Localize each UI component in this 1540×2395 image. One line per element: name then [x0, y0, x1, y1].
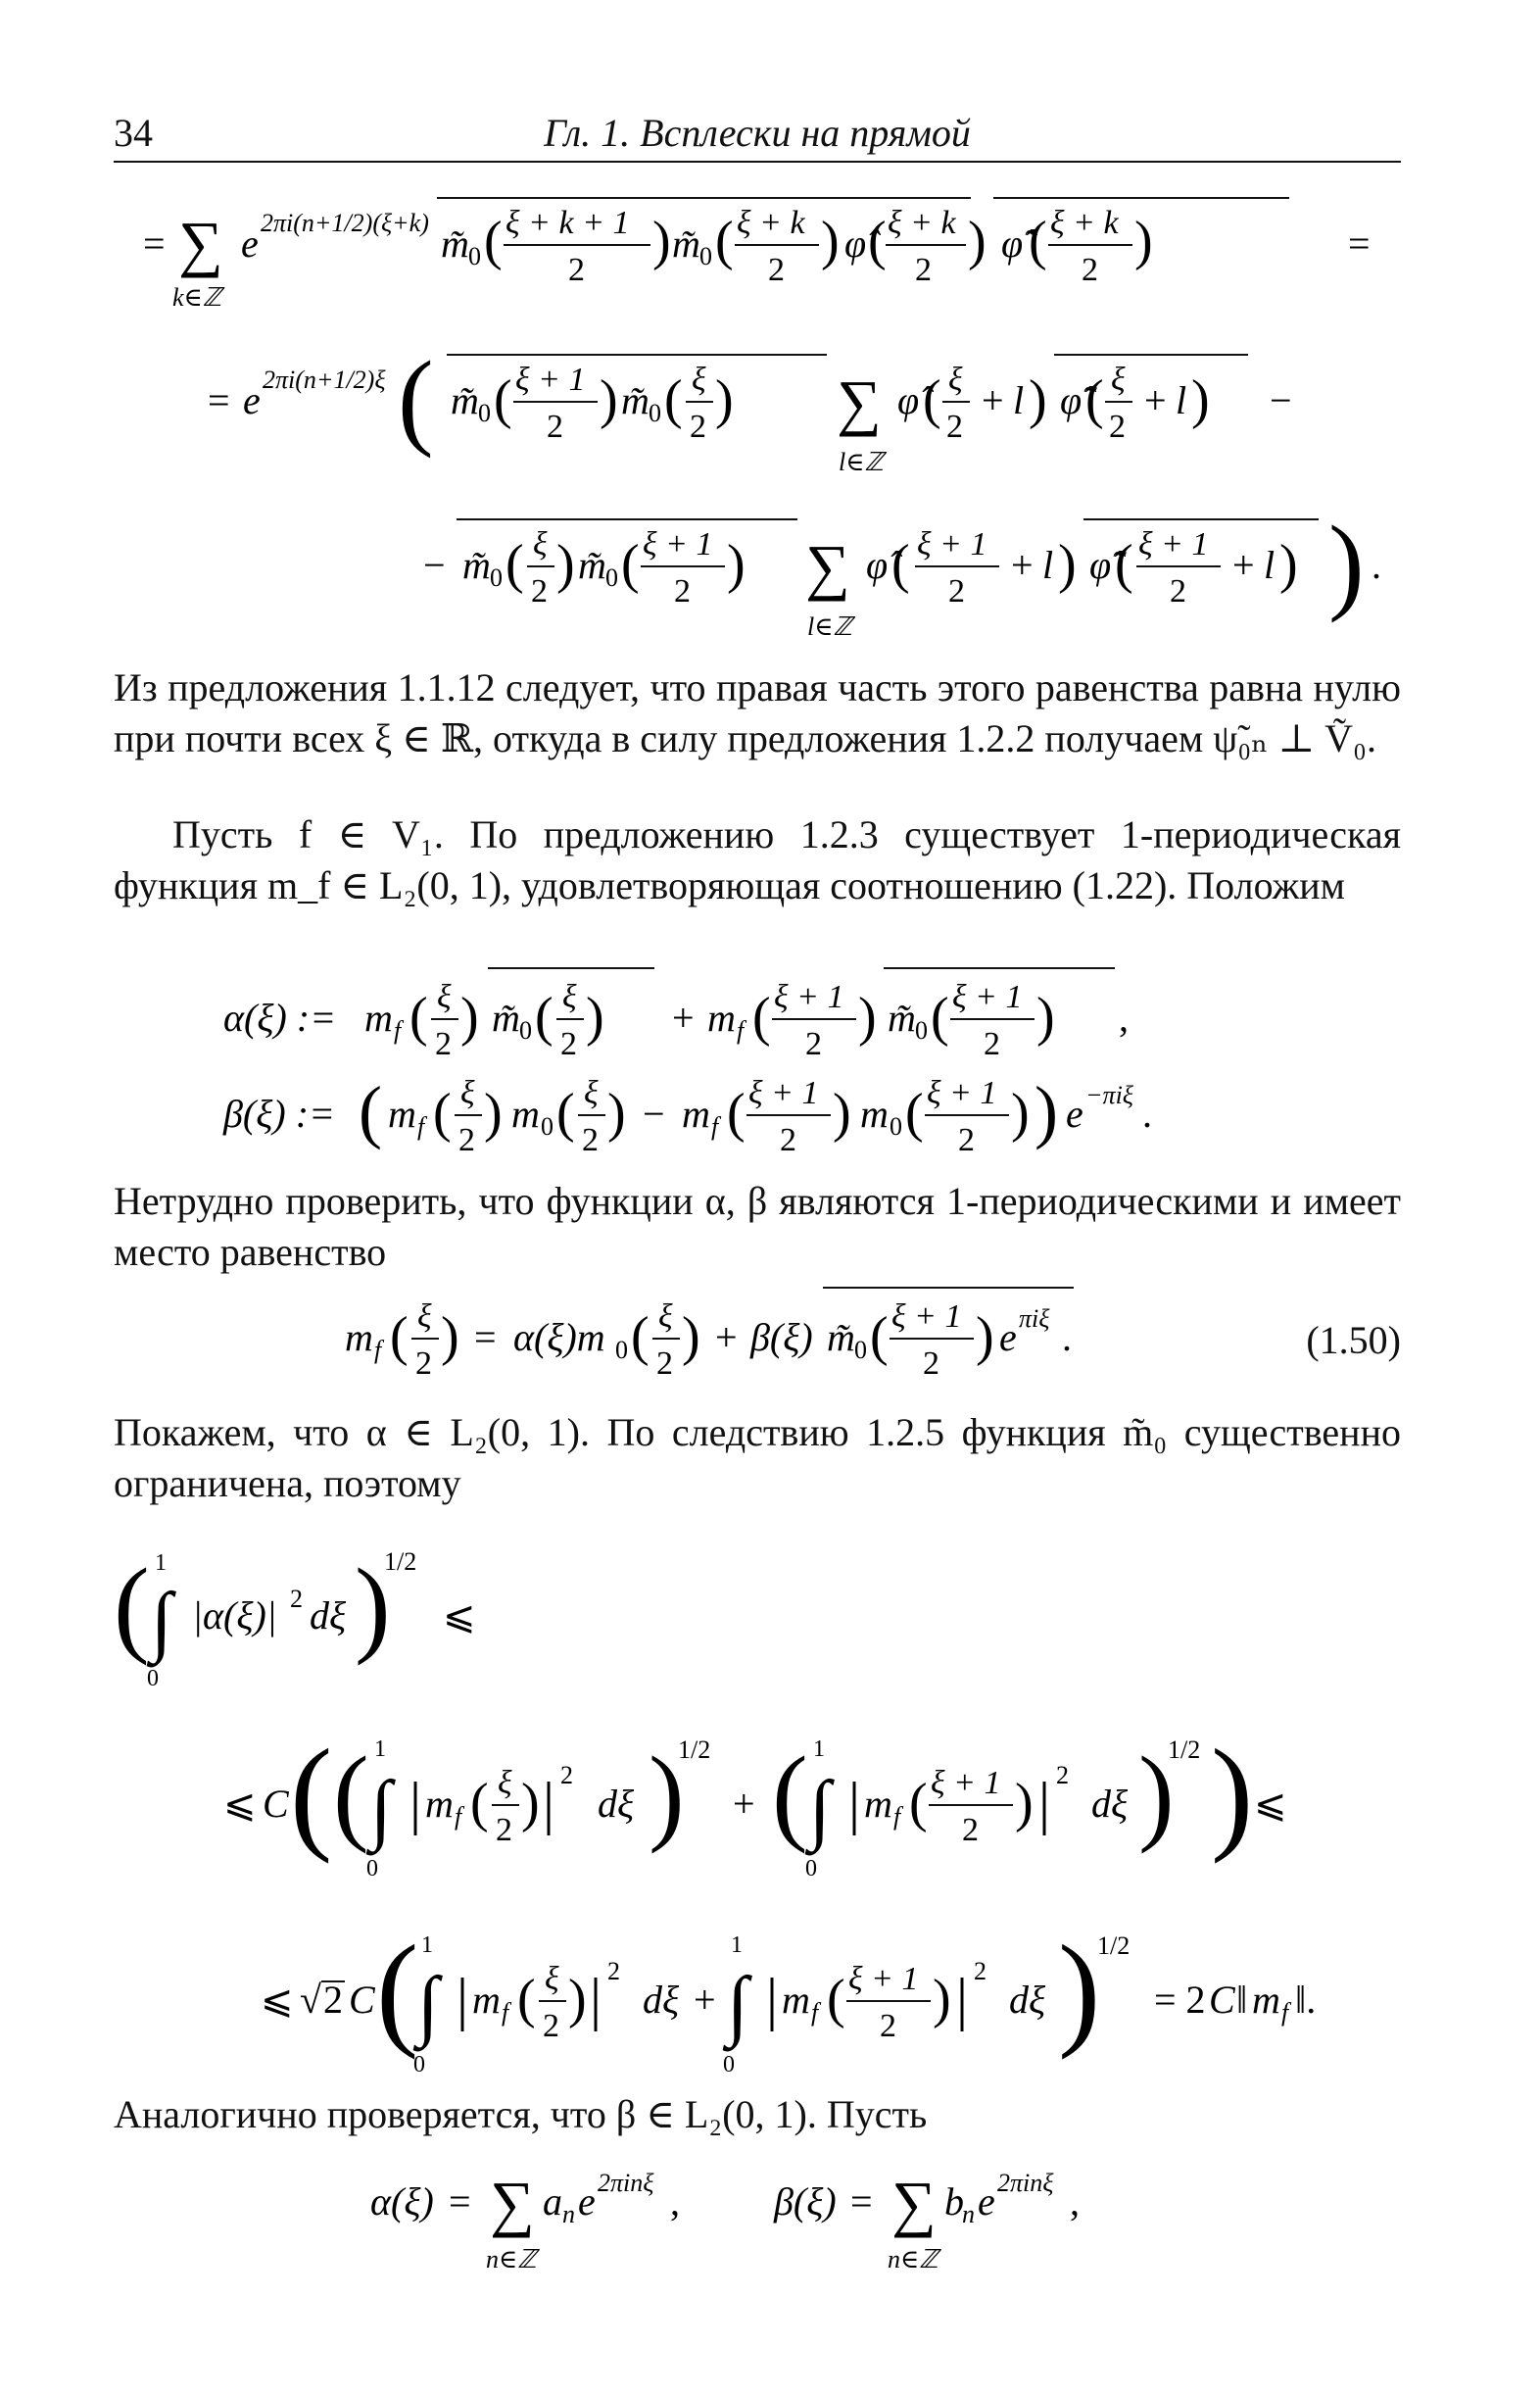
- svg-text:ξ + k + 1: ξ + k + 1: [505, 205, 630, 241]
- svg-text:l: l: [1176, 378, 1187, 422]
- svg-text:2: 2: [323, 1978, 343, 2022]
- svg-text:2: 2: [458, 1122, 475, 1158]
- svg-text:): ): [933, 1969, 951, 2029]
- svg-text:): ): [1191, 369, 1210, 430]
- svg-text:(: (: [333, 1735, 369, 1854]
- svg-text:m̃: m̃: [451, 378, 479, 422]
- svg-text:ξ: ξ: [658, 1298, 673, 1335]
- svg-text:2: 2: [948, 573, 965, 610]
- svg-text:0: 0: [890, 1112, 902, 1141]
- svg-text:φ̂: φ̂: [897, 378, 920, 422]
- svg-text:e: e: [1066, 1092, 1083, 1136]
- svg-text:ξ: ξ: [460, 1075, 475, 1111]
- svg-text:+: +: [733, 1782, 755, 1826]
- svg-text:(: (: [409, 987, 428, 1048]
- svg-text:m: m: [782, 1978, 810, 2022]
- svg-text:2: 2: [582, 1122, 599, 1158]
- svg-text:2: 2: [1082, 252, 1098, 288]
- svg-text:0: 0: [413, 2052, 425, 2077]
- svg-text:0: 0: [490, 563, 503, 592]
- svg-text:α(ξ)m: α(ξ)m: [513, 1315, 605, 1359]
- svg-text:ξ + k: ξ + k: [1050, 205, 1119, 241]
- svg-text:⩽: ⩽: [261, 1978, 294, 2022]
- svg-text:): ): [1279, 534, 1298, 595]
- svg-text:1/2: 1/2: [1097, 1931, 1131, 1960]
- svg-text:f: f: [417, 1112, 425, 1141]
- svg-text:.: .: [1142, 1092, 1152, 1136]
- svg-text:2: 2: [974, 1957, 987, 1985]
- svg-text:1: 1: [731, 1932, 743, 1958]
- svg-text:(: (: [484, 211, 503, 271]
- svg-text:0: 0: [649, 399, 661, 427]
- svg-text:): ): [586, 987, 604, 1048]
- svg-text:2πinξ: 2πinξ: [598, 2169, 654, 2197]
- svg-text:|: |: [590, 1967, 602, 2031]
- svg-text:0: 0: [605, 563, 618, 592]
- svg-text:∑: ∑: [805, 532, 850, 602]
- svg-text:): ): [1036, 987, 1055, 1048]
- svg-text:(: (: [535, 987, 553, 1048]
- svg-text:2: 2: [958, 1122, 975, 1158]
- equation-number: (1.50): [1306, 1318, 1401, 1362]
- svg-text:n∈ℤ: n∈ℤ: [888, 2245, 938, 2273]
- svg-text:e: e: [999, 1315, 1017, 1359]
- svg-text:2: 2: [543, 2008, 559, 2044]
- svg-text:+: +: [672, 996, 695, 1040]
- svg-text:): ): [968, 211, 987, 271]
- svg-text:=: =: [474, 1315, 497, 1359]
- svg-text:∑: ∑: [490, 2169, 535, 2238]
- svg-text:n: n: [562, 2200, 575, 2228]
- svg-text:): ): [1011, 1083, 1030, 1144]
- svg-text:|: |: [956, 1967, 969, 2031]
- svg-text:f: f: [502, 1998, 509, 2027]
- paragraph-2: Пусть f ∈ V₁. По предложению 1.2.3 существует 1-периодическая функция m_f ∈ L₂(0, 1), удовлетворяющая соотношению (1.22). Положим: [114, 812, 1401, 907]
- svg-text:e: e: [243, 378, 261, 422]
- svg-text:∫: ∫: [370, 1766, 392, 1852]
- svg-text:C: C: [263, 1782, 289, 1826]
- svg-text:0: 0: [615, 1336, 628, 1364]
- svg-text:2: 2: [962, 1812, 979, 1848]
- equation-sum-k: [114, 186, 1401, 323]
- svg-text:0: 0: [147, 1666, 159, 1691]
- svg-text:0: 0: [468, 242, 481, 270]
- svg-text:2: 2: [805, 1026, 822, 1062]
- svg-text:(: (: [664, 369, 683, 430]
- svg-text:m̃: m̃: [888, 996, 916, 1040]
- svg-text:0: 0: [519, 1016, 532, 1045]
- svg-text:2: 2: [946, 409, 963, 445]
- svg-text:2: 2: [984, 1026, 1000, 1062]
- svg-text:2: 2: [780, 1122, 796, 1158]
- svg-text:0: 0: [478, 399, 491, 427]
- svg-text:∫: ∫: [417, 1962, 439, 2048]
- svg-text:0: 0: [854, 1336, 867, 1364]
- equation-row-3: [114, 510, 1401, 657]
- svg-text:ξ: ξ: [948, 362, 963, 398]
- svg-text:ξ + k: ξ + k: [888, 205, 956, 241]
- svg-text:1: 1: [813, 1736, 825, 1762]
- equation-row-2: [114, 333, 1401, 500]
- svg-text:2πi(n+1/2)(ξ+k): 2πi(n+1/2)(ξ+k): [261, 209, 429, 237]
- svg-text:ξ: ξ: [584, 1075, 599, 1111]
- svg-text:(: (: [923, 369, 941, 430]
- svg-text:2: 2: [496, 1812, 512, 1848]
- svg-text:): ): [1015, 1773, 1034, 1833]
- svg-text:β(ξ): β(ξ): [750, 1315, 813, 1359]
- svg-text:2πinξ: 2πinξ: [997, 2169, 1054, 2197]
- svg-text:α(ξ): α(ξ): [370, 2179, 434, 2224]
- svg-text:l: l: [1264, 543, 1275, 587]
- svg-text:‖.: ‖.: [1295, 1978, 1317, 2022]
- svg-text:+: +: [1232, 543, 1255, 587]
- svg-text:ξ: ξ: [1111, 362, 1126, 398]
- svg-text:(: (: [359, 1072, 382, 1150]
- svg-text:(: (: [931, 987, 949, 1048]
- svg-text:−πiξ: −πiξ: [1085, 1081, 1133, 1109]
- svg-text:): ): [682, 1306, 700, 1367]
- svg-text:f: f: [811, 1998, 819, 2027]
- svg-text:f: f: [711, 1112, 719, 1141]
- svg-text:0: 0: [541, 1112, 553, 1141]
- svg-text:,: ,: [670, 2179, 680, 2224]
- alpha-beta-definitions: [114, 951, 1401, 1176]
- svg-text:∫: ∫: [727, 1962, 748, 2048]
- svg-text:(: (: [715, 211, 734, 271]
- svg-text:(: (: [1029, 211, 1047, 271]
- svg-text:(: (: [517, 1969, 536, 2029]
- svg-text:α(ξ) :=: α(ξ) :=: [223, 996, 337, 1040]
- svg-text:): ): [649, 1735, 685, 1854]
- svg-text:(: (: [505, 534, 524, 595]
- svg-text:): ): [727, 534, 746, 595]
- svg-text:ξ: ξ: [437, 979, 452, 1015]
- svg-text:ξ: ξ: [417, 1298, 432, 1335]
- svg-text:k∈ℤ: k∈ℤ: [172, 283, 222, 312]
- svg-text:1: 1: [155, 1550, 167, 1576]
- svg-text:(: (: [114, 1546, 150, 1666]
- running-title: Гл. 1. Всплески на прямой: [544, 111, 971, 155]
- svg-text:(: (: [868, 211, 887, 271]
- svg-text:l: l: [1013, 378, 1025, 422]
- svg-text:m: m: [511, 1092, 540, 1136]
- svg-text:=: =: [143, 221, 166, 266]
- svg-text:l∈ℤ: l∈ℤ: [839, 448, 884, 476]
- svg-text:(: (: [772, 1735, 808, 1854]
- svg-text:= 2: = 2: [1154, 1978, 1206, 2022]
- svg-text:|: |: [409, 1771, 422, 1835]
- svg-text:∫: ∫: [151, 1578, 172, 1664]
- svg-text:⩽: ⩽: [1254, 1782, 1287, 1826]
- svg-text:): ): [652, 211, 671, 271]
- svg-text:1/2: 1/2: [1168, 1735, 1201, 1764]
- svg-text:(: (: [1085, 369, 1104, 430]
- fourier-series: [114, 2152, 1401, 2289]
- svg-text:l: l: [1042, 543, 1054, 587]
- svg-text:ξ + 1: ξ + 1: [515, 362, 586, 398]
- svg-text:m: m: [388, 1092, 416, 1136]
- svg-text:m̃: m̃: [441, 221, 469, 266]
- svg-text:(: (: [290, 1724, 333, 1865]
- svg-text:φ̃̂: φ̃̂: [1001, 221, 1024, 266]
- equation-1-50: [114, 1280, 1401, 1397]
- svg-text:−: −: [643, 1092, 665, 1136]
- svg-text:√: √: [300, 1978, 321, 2022]
- svg-text:f: f: [1281, 1998, 1289, 2027]
- svg-text:): ): [1138, 1735, 1175, 1854]
- inequality-row-3: [114, 1911, 1401, 2097]
- paragraph-5: Аналогично проверяется, что β ∈ L₂(0, 1). Пусть: [114, 2092, 928, 2136]
- svg-text:): ): [821, 211, 840, 271]
- svg-text:2: 2: [435, 1026, 452, 1062]
- svg-text:1: 1: [374, 1736, 386, 1762]
- svg-text:e: e: [978, 2179, 995, 2224]
- svg-text:): ): [1058, 1920, 1101, 2061]
- svg-text:2: 2: [880, 2008, 896, 2044]
- svg-text:|: |: [457, 1967, 469, 2031]
- svg-text:∑: ∑: [837, 367, 882, 437]
- svg-text:(: (: [1115, 534, 1133, 595]
- svg-text:(: (: [470, 1773, 489, 1833]
- svg-text:φ̂: φ̂: [844, 221, 867, 266]
- svg-text:−: −: [1270, 378, 1292, 422]
- svg-text:2: 2: [1170, 573, 1186, 610]
- svg-text:2: 2: [656, 1345, 673, 1382]
- svg-text:∑: ∑: [891, 2169, 937, 2238]
- svg-text:m: m: [472, 1978, 501, 2022]
- svg-text:|α(ξ)|: |α(ξ)|: [192, 1593, 277, 1637]
- svg-text:m̃: m̃: [462, 543, 491, 587]
- svg-text:f: f: [455, 1802, 462, 1831]
- svg-text:+: +: [1144, 378, 1167, 422]
- svg-text:(: (: [621, 534, 640, 595]
- svg-text:2: 2: [531, 573, 548, 610]
- svg-text:0: 0: [805, 1856, 817, 1882]
- svg-text:): ): [521, 1773, 540, 1833]
- svg-text:0: 0: [366, 1856, 378, 1882]
- svg-text:ξ + 1: ξ + 1: [848, 1961, 919, 1997]
- svg-text:): ): [715, 369, 734, 430]
- svg-text:2πi(n+1/2)ξ: 2πi(n+1/2)ξ: [263, 366, 386, 394]
- svg-text:ξ + 1: ξ + 1: [917, 526, 987, 562]
- svg-text:ξ + 1: ξ + 1: [952, 979, 1023, 1015]
- svg-text:): ): [1134, 211, 1153, 271]
- svg-text:m: m: [864, 1782, 892, 1826]
- svg-text:ξ + 1: ξ + 1: [774, 979, 844, 1015]
- svg-text:0: 0: [723, 2052, 735, 2077]
- svg-text:m: m: [425, 1782, 454, 1826]
- svg-text:ξ: ξ: [533, 526, 548, 562]
- svg-text:): ): [556, 534, 575, 595]
- svg-text:l∈ℤ: l∈ℤ: [807, 612, 852, 641]
- svg-text:2: 2: [1109, 409, 1126, 445]
- svg-text:0: 0: [699, 242, 712, 270]
- svg-text:ξ + k: ξ + k: [737, 205, 805, 241]
- svg-text:): ): [355, 1546, 391, 1666]
- svg-text:.: .: [1062, 1315, 1072, 1359]
- svg-text:|: |: [848, 1771, 861, 1835]
- svg-text:m: m: [345, 1315, 373, 1359]
- svg-text:f: f: [374, 1336, 382, 1364]
- svg-text:−: −: [423, 543, 446, 587]
- svg-text:): ): [1029, 369, 1047, 430]
- svg-text:b: b: [944, 2179, 964, 2224]
- svg-text:(: (: [752, 987, 771, 1048]
- paragraph-1: Из предложения 1.1.12 следует, что правая часть этого равенства равна нулю при почти всех ξ ∈ ℝ, откуда в силу предложения 1.2.2 получаем ψ̃₀ₙ ⊥ Ṽ₀.: [114, 665, 1401, 760]
- svg-text:m̃: m̃: [672, 221, 700, 266]
- svg-text:φ̃̂: φ̃̂: [1060, 378, 1083, 422]
- svg-text:): ): [460, 987, 479, 1048]
- svg-text:(: (: [494, 369, 512, 430]
- svg-text:ξ: ξ: [562, 979, 577, 1015]
- svg-text:,: ,: [1070, 2179, 1080, 2224]
- svg-text:1/2: 1/2: [384, 1547, 417, 1576]
- svg-text:dξ: dξ: [1009, 1978, 1046, 2022]
- svg-text:⩽: ⩽: [223, 1782, 257, 1826]
- svg-text:m̃: m̃: [621, 378, 650, 422]
- svg-text:dξ: dξ: [598, 1782, 635, 1826]
- svg-text:(: (: [870, 1306, 889, 1367]
- svg-text:2: 2: [674, 573, 691, 610]
- svg-text:2: 2: [607, 1957, 620, 1985]
- svg-text:=: =: [208, 378, 230, 422]
- svg-text:(: (: [909, 1773, 928, 1833]
- svg-text:): ): [1328, 510, 1365, 623]
- svg-text:m̃: m̃: [827, 1315, 855, 1359]
- svg-text:(: (: [905, 1083, 924, 1144]
- svg-text:|: |: [766, 1967, 779, 2031]
- svg-text:e: e: [578, 2179, 596, 2224]
- svg-text:1: 1: [421, 1932, 433, 1958]
- svg-text:ξ: ξ: [498, 1765, 512, 1801]
- svg-text:): ): [1211, 1724, 1254, 1865]
- svg-text:φ̂: φ̂: [866, 543, 889, 587]
- svg-text:2: 2: [923, 1345, 939, 1382]
- svg-text:∑: ∑: [178, 209, 223, 278]
- svg-text:=: =: [850, 2179, 873, 2224]
- svg-text:⩽: ⩽: [443, 1593, 476, 1637]
- svg-text:(: (: [891, 534, 910, 595]
- svg-text:): ): [1058, 534, 1077, 595]
- svg-text:(: (: [433, 1083, 452, 1144]
- svg-text:2: 2: [415, 1345, 432, 1382]
- svg-text:(: (: [390, 1306, 409, 1367]
- svg-text:β(ξ) :=: β(ξ) :=: [223, 1092, 336, 1136]
- svg-text:∫: ∫: [809, 1766, 831, 1852]
- svg-text:ξ: ξ: [692, 362, 706, 398]
- svg-text:,: ,: [1119, 996, 1129, 1040]
- svg-text:β(ξ): β(ξ): [774, 2179, 837, 2224]
- svg-text:+: +: [715, 1315, 738, 1359]
- svg-text:=: =: [1348, 221, 1371, 266]
- svg-text:n: n: [962, 2200, 975, 2228]
- svg-text:C: C: [1209, 1978, 1235, 2022]
- svg-text:+: +: [1011, 543, 1034, 587]
- svg-text:1/2: 1/2: [678, 1735, 711, 1764]
- svg-text:2: 2: [560, 1761, 573, 1789]
- svg-text:‖: ‖: [1236, 1978, 1248, 2022]
- running-header: [114, 110, 1401, 163]
- svg-text:): ): [1035, 1072, 1058, 1150]
- svg-text:2: 2: [690, 409, 706, 445]
- svg-text:πiξ: πiξ: [1019, 1304, 1050, 1333]
- svg-text:(: (: [727, 1083, 746, 1144]
- svg-text:(: (: [398, 339, 434, 459]
- paragraph-4: Покажем, что α ∈ L₂(0, 1). По следствию 1.2.5 функция m̃₀ существенно ограничена, поэтому: [114, 1410, 1401, 1505]
- inequality-row-1: [114, 1539, 1401, 1705]
- svg-text:(: (: [827, 1969, 845, 2029]
- svg-text:φ̃̂: φ̃̂: [1089, 543, 1112, 587]
- svg-text:m: m: [364, 996, 393, 1040]
- svg-text:m̃: m̃: [492, 996, 520, 1040]
- svg-text:2: 2: [560, 1026, 577, 1062]
- svg-text:): ): [833, 1083, 851, 1144]
- svg-text:dξ: dξ: [1091, 1782, 1129, 1826]
- svg-text:ξ + 1: ξ + 1: [927, 1075, 997, 1111]
- paragraph-3: Нетрудно проверить, что функции α, β являются 1-периодическими и имеет место равенство: [114, 1179, 1401, 1274]
- svg-text:ξ + 1: ξ + 1: [931, 1765, 1001, 1801]
- svg-text:2: 2: [290, 1585, 303, 1613]
- svg-text:(: (: [376, 1920, 419, 2061]
- svg-text:m̃: m̃: [578, 543, 606, 587]
- svg-text:dξ: dξ: [643, 1978, 680, 2022]
- svg-text:2: 2: [547, 409, 563, 445]
- svg-text:a: a: [543, 2179, 562, 2224]
- svg-text:n∈ℤ: n∈ℤ: [486, 2245, 537, 2273]
- svg-text:): ): [976, 1306, 994, 1367]
- svg-text:+: +: [694, 1978, 716, 2022]
- svg-text:f: f: [893, 1802, 901, 1831]
- svg-text:m: m: [682, 1092, 710, 1136]
- svg-text:): ): [607, 1083, 626, 1144]
- svg-text:f: f: [394, 1016, 402, 1045]
- svg-text:): ): [858, 987, 877, 1048]
- svg-text:dξ: dξ: [310, 1593, 347, 1637]
- svg-text:C: C: [349, 1978, 375, 2022]
- svg-text:m: m: [1252, 1978, 1280, 2022]
- svg-text:|: |: [543, 1771, 555, 1835]
- svg-text:ξ + 1: ξ + 1: [891, 1298, 962, 1335]
- svg-text:2: 2: [768, 252, 785, 288]
- svg-text:): ): [568, 1969, 587, 2029]
- svg-text:): ): [600, 369, 618, 430]
- svg-text:+: +: [982, 378, 1004, 422]
- svg-text:(: (: [556, 1083, 575, 1144]
- inequality-row-2: [114, 1715, 1401, 1901]
- svg-text:2: 2: [915, 252, 932, 288]
- svg-text:0: 0: [915, 1016, 928, 1045]
- svg-text:m: m: [860, 1092, 889, 1136]
- svg-text:): ): [441, 1306, 459, 1367]
- svg-text:=: =: [449, 2179, 471, 2224]
- svg-text:2: 2: [1056, 1761, 1069, 1789]
- svg-text:f: f: [737, 1016, 745, 1045]
- svg-text:ξ + 1: ξ + 1: [1138, 526, 1209, 562]
- page-number: 34: [114, 111, 153, 155]
- svg-text:.: .: [1372, 543, 1381, 587]
- svg-text:ξ + 1: ξ + 1: [643, 526, 713, 562]
- svg-text:2: 2: [568, 252, 585, 288]
- svg-text:): ): [484, 1083, 503, 1144]
- svg-text:m: m: [707, 996, 736, 1040]
- svg-text:|: |: [1038, 1771, 1051, 1835]
- svg-text:ξ: ξ: [545, 1961, 559, 1997]
- svg-text:ξ + 1: ξ + 1: [748, 1075, 819, 1111]
- svg-text:e: e: [241, 221, 259, 266]
- svg-text:(: (: [631, 1306, 650, 1367]
